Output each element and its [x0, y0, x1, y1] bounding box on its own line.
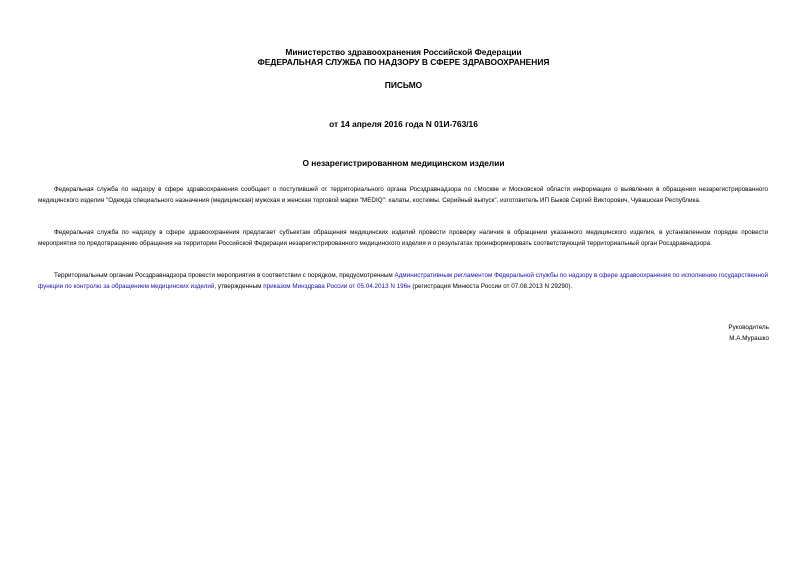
- paragraph-3-text-3: (регистрация Минюста России от 07.08.2013 N 29290).: [410, 282, 573, 290]
- paragraph-2: Федеральная служба по надзору в сфере здравоохранения предлагает субъектам обращения медицинских изделий провести проверку наличия в обращении указанного медицинского изделия, в установленном порядке провести мероприятия по предотвращению обращения на территории Российской Федерации незарегистрированного медицинского изделия и о результатах проинформировать соответствующий территориальный орган Росздравнадзора.: [38, 229, 768, 247]
- paragraph-3-text-1: Территориальным органам Росздравнадзора провести мероприятия в соответствии с порядком, предусмотренным: [54, 272, 395, 279]
- signature-block: [728, 323, 769, 344]
- service-title: ФЕДЕРАЛЬНАЯ СЛУЖБА ПО НАДЗОРУ В СФЕРЕ ЗДРАВООХРАНЕНИЯ: [257, 57, 550, 67]
- paragraph-3: [38, 271, 768, 292]
- admin-regulation-link[interactable]: Административным регламентом Федеральной службы по надзору в сфере здравоохранения по исполнению государственной функции по контролю за обращением медицинских изделий: [38, 272, 769, 290]
- paragraph-1: Федеральная служба по надзору в сфере здравоохранения сообщает о поступившей от территориального органа Росздравнадзора по г.Москве и Московской области информации о выявлении в обращении незарегистрированного медицинского изделия "Одежда специального назначения (медицинская) мужская и женская торговой марки "MEDIQ": халаты, костюмы. Серийный выпуск", изготовитель ИП Быков Сергей Викторович, Чувашская Республика.: [38, 186, 768, 204]
- ministry-title: Министерство здравоохранения Российской Федерации: [285, 47, 522, 57]
- document-subject: О незарегистрированном медицинском изделии: [302, 158, 505, 168]
- document-type: ПИСЬМО: [384, 80, 423, 90]
- signatory-position: Руководитель: [728, 324, 769, 331]
- paragraph-3-text-2: , утвержденным: [214, 282, 264, 290]
- document-date-number: от 14 апреля 2016 года N 01И-763/16: [329, 119, 478, 129]
- minzdrav-order-link[interactable]: приказом Минздрава России от 05.04.2013 N 196н: [263, 282, 411, 290]
- signatory-name: М.А.Мурашко: [729, 334, 769, 342]
